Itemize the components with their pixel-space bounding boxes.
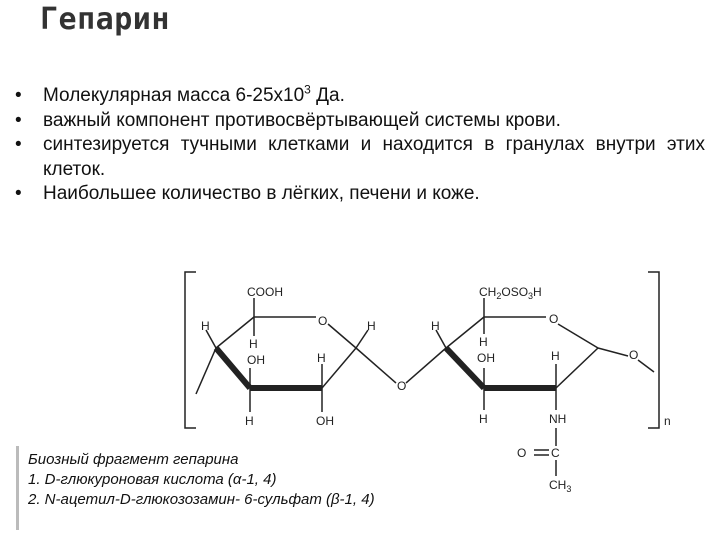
ring1-bond	[328, 324, 356, 348]
ring1-bond	[322, 348, 356, 388]
ch2oso3h-label: $CH_2OSO_3H$	[479, 285, 542, 301]
bullet-text: важный компонент противосвёртывающей системы крови.	[43, 109, 561, 131]
chain-oxygen-label: O	[629, 348, 639, 362]
repeat-index-label: n	[664, 414, 671, 428]
h-label: H	[245, 414, 254, 428]
bullet-marker: •	[15, 183, 22, 204]
cooh-label: COOH	[247, 285, 283, 299]
ring1-oxygen-label: O	[318, 314, 328, 328]
glycosidic-bond	[406, 348, 446, 383]
bullet-superscript: 3	[304, 82, 311, 97]
ring2-bond	[558, 324, 598, 348]
h-label: H	[479, 335, 488, 349]
right-bracket	[648, 272, 659, 428]
ring1-bold-bond	[216, 348, 250, 388]
bullet-marker: •	[15, 134, 22, 155]
ring2-bond	[556, 348, 598, 388]
h-label: H	[317, 351, 326, 365]
bridge-oxygen-label: O	[397, 379, 407, 393]
bullet-text: Молекулярная масса 6-25х10	[43, 85, 305, 106]
carbonyl-oxygen-label: O	[517, 446, 527, 460]
ring1-bond	[196, 348, 216, 394]
nh-label: NH	[549, 412, 567, 426]
oh-label: OH	[247, 353, 265, 367]
ring2-bond	[638, 360, 654, 372]
carbonyl-carbon-label: C	[551, 446, 560, 460]
h-label: H	[431, 319, 440, 333]
ring2-oxygen-label: O	[549, 312, 559, 326]
caption-accent-bar	[16, 446, 19, 530]
bullet-text: Наибольшее количество в лёгких, печени и коже.	[43, 183, 480, 204]
oh-label: OH	[316, 414, 334, 428]
bullet-marker: •	[15, 85, 22, 106]
oh-label: OH	[477, 351, 495, 365]
h-label: H	[249, 337, 258, 351]
slide-title: Гепарин	[40, 2, 170, 37]
ch3-label: $CH_3$	[549, 478, 572, 494]
caption-item: 2. N-ацетил-D-глюкозозамин- 6-сульфат (β-1, 4)	[28, 491, 375, 508]
h-label: H	[551, 349, 560, 363]
left-bracket	[185, 272, 196, 428]
structure-bonds	[185, 272, 659, 476]
caption-item: 1. D-глюкуроновая кислота (α-1, 4)	[28, 471, 277, 488]
bullet-text-tail: Да.	[310, 85, 345, 106]
structure-caption	[28, 448, 474, 514]
glycosidic-bond	[356, 348, 396, 383]
bullet-text: синтезируется тучными клетками и находится в гранулах внутри этих клеток.	[43, 134, 705, 180]
bullet-marker: •	[15, 109, 22, 131]
h-label: H	[201, 319, 210, 333]
ring2-bond	[598, 348, 628, 356]
caption-heading: Биозный фрагмент гепарина	[28, 451, 239, 468]
h-label: H	[479, 412, 488, 426]
h-label: H	[367, 319, 376, 333]
